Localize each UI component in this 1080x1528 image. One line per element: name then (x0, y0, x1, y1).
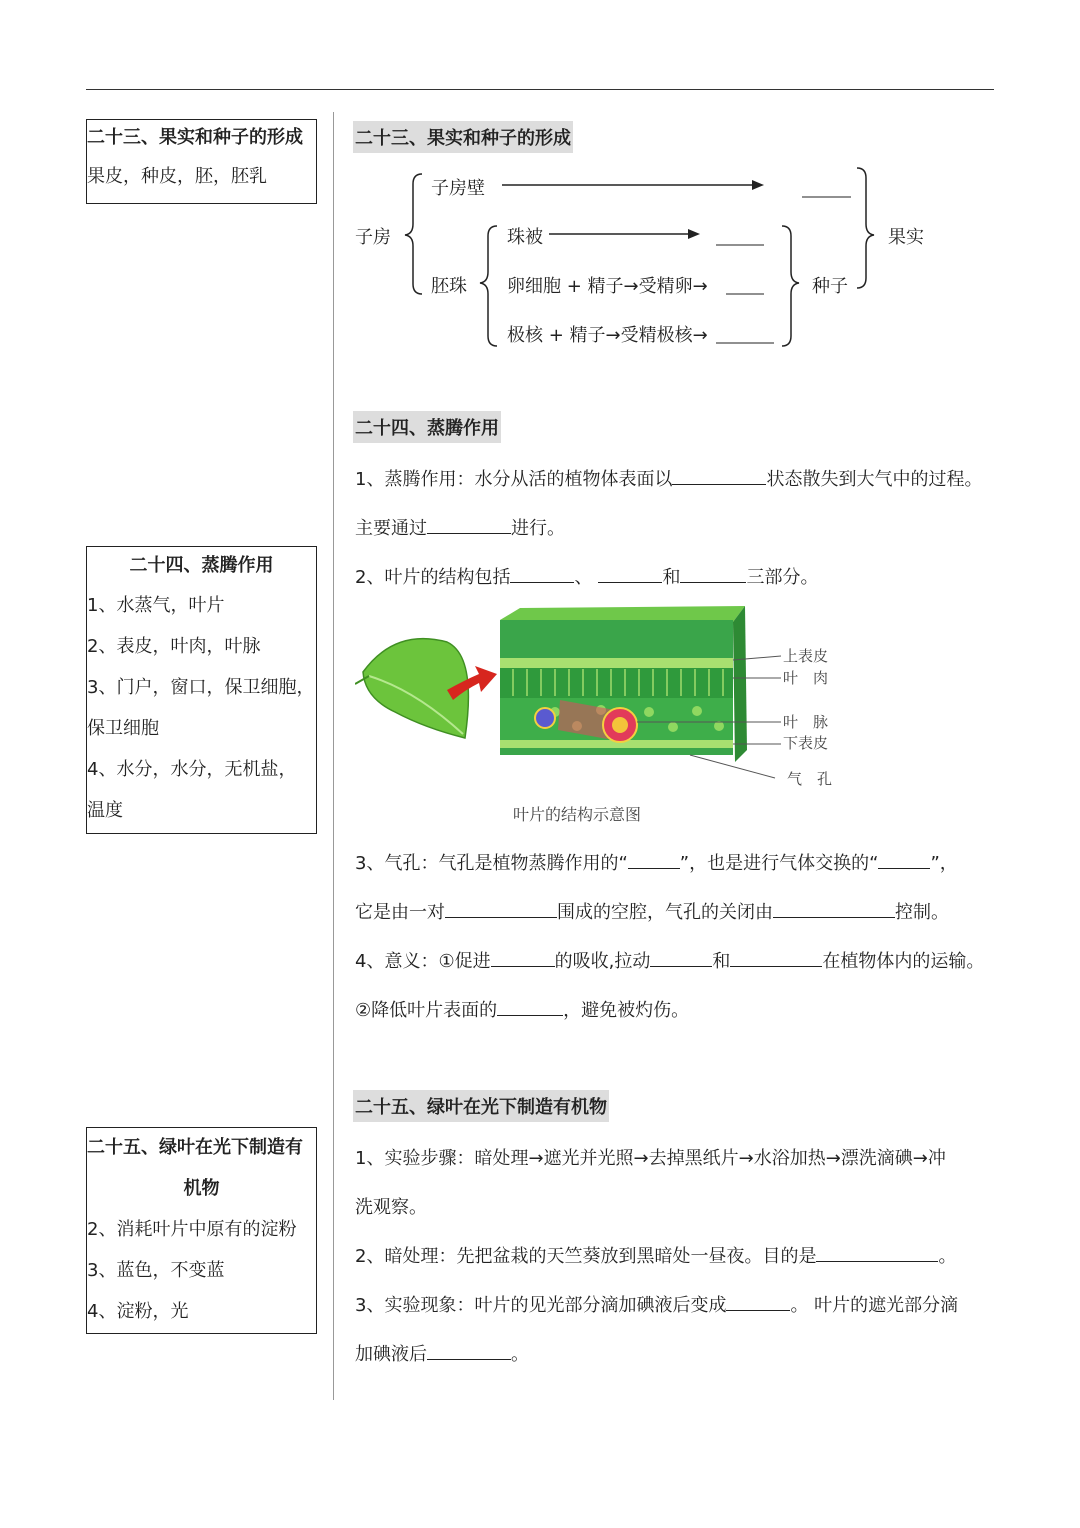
question-25-3 (355, 1291, 958, 1317)
q-text: 三部分。 (746, 567, 819, 588)
answer-line: 2、消耗叶片中原有的淀粉 (87, 1219, 297, 1240)
brace-seed (782, 226, 799, 346)
question-25-2 (355, 1242, 956, 1268)
label-ovule: 胚珠 (431, 276, 467, 297)
arrow-ovary-wall-head (752, 180, 764, 190)
answer-line: 温度 (87, 800, 123, 821)
label-ovary: 子房 (355, 227, 391, 248)
label-mesophyll: 叶 肉 (783, 669, 829, 687)
answer-line: 果皮，种皮，胚，胚乳 (87, 166, 267, 187)
leader-stoma (690, 755, 775, 778)
question-25-1-cont: 洗观察。 (355, 1197, 427, 1218)
q-text: 主要通过 (355, 518, 427, 539)
leaf-structure-figure (355, 600, 845, 825)
answer-box-24 (86, 546, 317, 834)
q-text: 和 (662, 567, 681, 588)
answer-blank[interactable] (878, 852, 930, 869)
leaf-block-side (733, 606, 747, 762)
column-divider (333, 112, 334, 1400)
fruit-formation-diagram (340, 160, 940, 360)
q-text: 的吸收,拉动 (554, 951, 651, 972)
label-egg-fertilization: 卵细胞 + 精子→受精卵→ (507, 276, 708, 297)
q-text: ”，也是进行气体交换的“ (679, 853, 879, 874)
question-24-3-cont (355, 898, 949, 924)
label-ovary-wall: 子房壁 (431, 178, 485, 199)
label-seed: 种子 (812, 276, 848, 297)
question-24-4 (355, 947, 984, 973)
brace-ovary (405, 174, 422, 294)
answer-box-23 (86, 119, 317, 204)
section-23-heading: 二十三、果实和种子的形成 (353, 121, 573, 153)
section-24-heading: 二十四、蒸腾作用 (353, 411, 501, 443)
answer-blank[interactable] (427, 517, 511, 534)
q-text: 4、意义：①促进 (355, 951, 491, 972)
section-25-heading: 二十五、绿叶在光下制造有机物 (353, 1090, 609, 1122)
q-text: 和 (712, 951, 731, 972)
answer-box-24-title: 二十四、蒸腾作用 (129, 555, 274, 576)
q-text: 。 (938, 1246, 957, 1267)
palisade-layer (500, 668, 733, 698)
q-text: ②降低叶片表面的 (355, 1000, 498, 1021)
q-text: ”， (930, 853, 958, 874)
answer-blank[interactable] (773, 901, 895, 918)
question-25-1: 1、实验步骤：暗处理→遮光并光照→去掉黑纸片→水浴加热→漂洗滴碘→冲 (355, 1148, 946, 1169)
label-vein: 叶 脉 (783, 713, 829, 731)
question-24-2 (355, 563, 818, 589)
answer-box-25 (86, 1127, 317, 1334)
answer-box-23-title: 二十三、果实和种子的形成 (87, 127, 303, 148)
answer-box-25-title: 二十五、绿叶在光下制造有 (87, 1137, 303, 1158)
q-text: 。 叶片的遮光部分滴 (790, 1295, 959, 1316)
label-fruit: 果实 (888, 227, 924, 248)
upper-epidermis (500, 658, 733, 668)
q-text: 它是由一对 (355, 902, 445, 923)
q-text: ，避免被灼伤。 (563, 1000, 690, 1021)
answer-line: 保卫细胞 (87, 718, 159, 739)
q-text: 控制。 (895, 902, 949, 923)
answer-blank[interactable] (628, 852, 680, 869)
question-24-4-cont (355, 996, 689, 1022)
answer-blank[interactable] (497, 999, 563, 1016)
label-stoma: 气 孔 (787, 770, 833, 788)
answer-blank[interactable] (510, 566, 574, 583)
answer-blank[interactable] (816, 1245, 938, 1262)
q-text: 状态散失到大气中的过程。 (766, 469, 983, 490)
top-rule (86, 89, 994, 90)
answer-blank[interactable] (427, 1343, 511, 1360)
answer-line: 1、水蒸气，叶片 (87, 595, 225, 616)
answer-line: 4、水分，水分，无机盐， (87, 759, 297, 780)
label-lower-epidermis: 下表皮 (783, 734, 829, 752)
answer-blank[interactable] (726, 1294, 790, 1311)
q-text: 、 (574, 567, 593, 588)
q-text: 1、蒸腾作用：水分从活的植物体表面以 (355, 469, 673, 490)
answer-box-25-title-cont: 机物 (183, 1178, 220, 1199)
q-text: 2、暗处理：先把盆栽的天竺葵放到黑暗处一昼夜。目的是 (355, 1246, 817, 1267)
brace-ovule (480, 226, 497, 346)
question-24-3 (355, 849, 958, 875)
q-text: 进行。 (511, 518, 565, 539)
question-24-1-cont (355, 514, 565, 540)
figure-caption: 叶片的结构示意图 (513, 805, 642, 824)
vein-bundle-core (612, 717, 628, 733)
answer-blank[interactable] (445, 901, 557, 918)
q-text: 2、叶片的结构包括 (355, 567, 511, 588)
q-text: 3、气孔：气孔是植物蒸腾作用的“ (355, 853, 628, 874)
question-25-3-cont (355, 1340, 529, 1366)
answer-blank[interactable] (598, 566, 662, 583)
answer-blank[interactable] (680, 566, 746, 583)
answer-blank[interactable] (491, 950, 555, 967)
vein-bundle-small (535, 708, 555, 728)
brace-fruit (857, 168, 874, 288)
q-text: 。 (511, 1344, 529, 1365)
q-text: 加碘液后 (355, 1344, 427, 1365)
answer-blank[interactable] (672, 468, 766, 485)
answer-blank[interactable] (730, 950, 822, 967)
answer-line: 3、蓝色，不变蓝 (87, 1260, 225, 1281)
label-polar-fertilization: 极核 + 精子→受精极核→ (507, 325, 708, 346)
answer-line: 4、淀粉，光 (87, 1301, 189, 1322)
q-text: 3、实验现象：叶片的见光部分滴加碘液后变成 (355, 1295, 727, 1316)
question-24-1 (355, 465, 982, 491)
answer-line: 2、表皮，叶肉，叶脉 (87, 636, 261, 657)
q-text: 围成的空腔，气孔的关闭由 (557, 902, 773, 923)
answer-line: 3、门户，窗口，保卫细胞， (87, 677, 315, 698)
answer-blank[interactable] (650, 950, 712, 967)
q-text: 在植物体内的运输。 (822, 951, 985, 972)
label-upper-epidermis: 上表皮 (783, 647, 829, 665)
leaf-block-top (500, 606, 745, 622)
arrow-integument-head (688, 229, 700, 239)
label-integument: 珠被 (507, 227, 543, 248)
